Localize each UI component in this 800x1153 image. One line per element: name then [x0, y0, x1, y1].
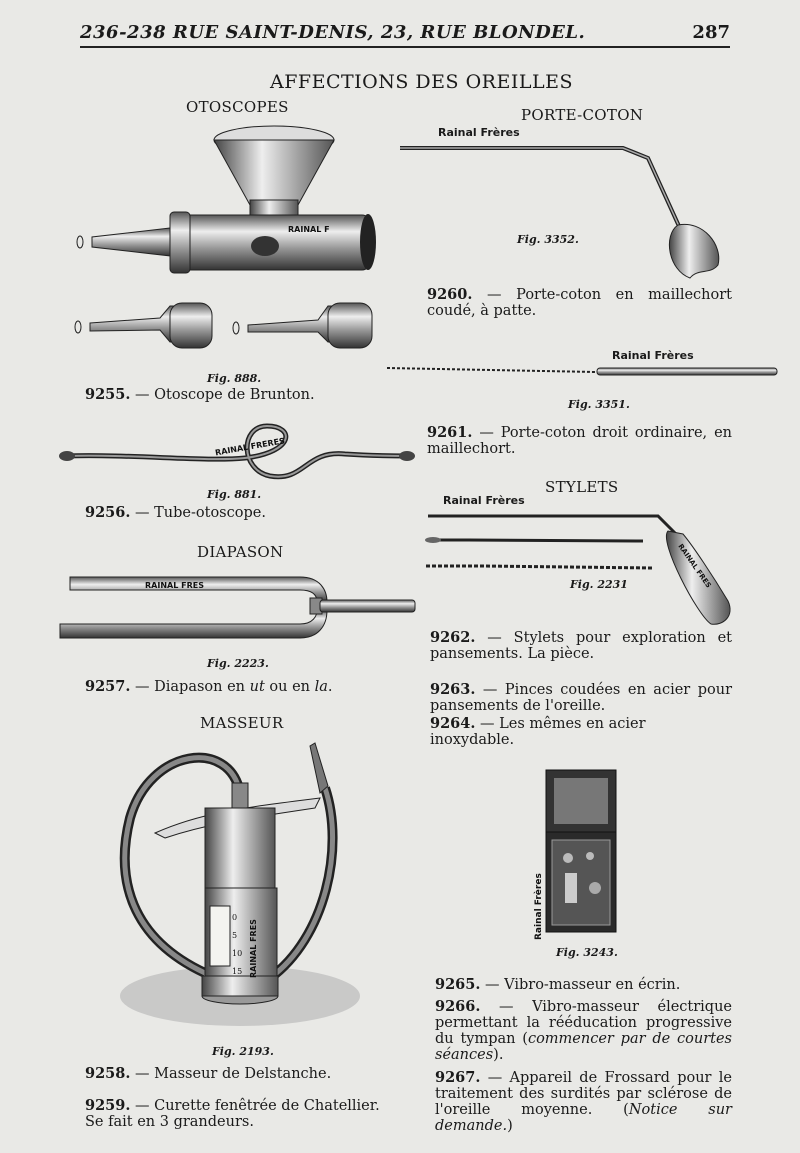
scale-tick-0: 0 [232, 913, 238, 922]
scale-tick-15: 15 [232, 967, 243, 976]
item-9262 [430, 630, 732, 662]
header-address: 236-238 RUE SAINT-DENIS, 23, RUE BLONDEL. [80, 22, 586, 43]
item-text: — Stylets pour exploration et pansements. La pièce. [430, 630, 732, 662]
figure-caption-3243: Fig. 3243. [556, 946, 618, 959]
item-text: — Vibro-masseur électrique permettant la rééducation progressive du tympan ( [435, 999, 733, 1047]
section-stylets: STYLETS [545, 478, 619, 496]
figure-caption-3352: Fig. 3352. [517, 233, 579, 246]
item-text: . [327, 679, 333, 695]
figure-caption-2231: Fig. 2231 [570, 578, 628, 591]
stylets-illustration [423, 506, 738, 631]
scale-tick-5: 5 [232, 931, 238, 940]
section-porte-coton: PORTE-COTON [521, 106, 644, 124]
item-number: 9259. [85, 1097, 131, 1114]
scale-tick-10: 10 [232, 949, 243, 958]
section-diapason: DIAPASON [197, 543, 284, 561]
item-text: ou en [264, 679, 315, 695]
item-9256 [85, 505, 385, 521]
item-text: — Diapason en [135, 679, 250, 695]
tube-engraving: RAINAL FRERES [214, 436, 286, 458]
otoscope-illustration [70, 120, 390, 370]
tuning-fork-illustration [55, 572, 420, 647]
item-9258 [85, 1066, 385, 1082]
brand-label-2231: Rainal Frères [443, 494, 525, 507]
item-text: — Pinces coudées en acier pour pansements de l'oreille. [430, 682, 733, 714]
running-header [80, 22, 730, 48]
item-number: 9264. [430, 715, 476, 732]
item-number: 9261. [427, 424, 473, 441]
item-text: — Les mêmes en acier inoxydable. [430, 716, 646, 748]
section-otoscopes: OTOSCOPES [186, 98, 289, 116]
item-text: — Curette fenêtrée de Chatellier. Se fait en 3 grandeurs. [85, 1098, 380, 1130]
brand-label-3351: Rainal Frères [612, 349, 694, 362]
item-text-emphasis: Notice sur demande. [435, 1102, 732, 1134]
section-masseur: MASSEUR [200, 714, 284, 732]
item-number: 9255. [85, 386, 131, 403]
item-text: ) [507, 1118, 513, 1134]
item-9267 [435, 1070, 732, 1134]
figure-caption-2193: Fig. 2193. [212, 1045, 274, 1058]
item-9261 [427, 425, 732, 457]
item-9266 [435, 999, 732, 1063]
item-text: ). [493, 1047, 504, 1063]
item-text: — Otoscope de Brunton. [135, 387, 315, 403]
straight-cotton-holder-illustration [385, 362, 780, 382]
item-number: 9260. [427, 286, 473, 303]
page-title: AFFECTIONS DES OREILLES [270, 71, 573, 93]
item-text: — Tube-otoscope. [135, 505, 266, 521]
item-number: 9266. [435, 998, 481, 1015]
item-9264 [430, 716, 732, 748]
item-9265 [435, 977, 735, 993]
item-text: — Vibro-masseur en écrin. [485, 977, 681, 993]
item-number: 9262. [430, 629, 476, 646]
otoscope-engraving: RAINAL F [288, 225, 330, 234]
page-number: 287 [692, 22, 730, 43]
figure-caption-888: Fig. 888. [207, 372, 262, 385]
box-brand-label: Rainal Frères [534, 873, 544, 940]
item-text: — Masseur de Delstanche. [135, 1066, 332, 1082]
tube-otoscope-illustration [55, 420, 415, 490]
item-number: 9258. [85, 1065, 131, 1082]
item-9255 [85, 387, 385, 403]
figure-caption-3351: Fig. 3351. [568, 398, 630, 411]
vibro-masseur-box-illustration [530, 768, 620, 943]
item-number: 9265. [435, 976, 481, 993]
item-9259 [85, 1098, 393, 1130]
bent-cotton-holder-illustration [398, 140, 728, 285]
item-9263 [430, 682, 732, 714]
item-text: — Appareil de Frossard pour le traitement des surdités par sclérose de l'oreille moyenne. ( [435, 1070, 733, 1118]
brand-label-3352: Rainal Frères [438, 126, 520, 139]
figure-caption-2223: Fig. 2223. [207, 657, 269, 670]
stylet-engraving: RAINAL FRES [676, 542, 713, 590]
item-text-emphasis: la [314, 679, 328, 695]
masseur-illustration [110, 738, 370, 1038]
item-text: — Porte-coton droit ordinaire, en maillechort. [427, 425, 732, 457]
item-text-emphasis: commencer par de courtes séances [435, 1031, 733, 1063]
item-text: — Porte-coton en maillechort coudé, à patte. [427, 287, 733, 319]
item-9260 [427, 287, 732, 319]
item-number: 9256. [85, 504, 131, 521]
item-9257 [85, 679, 385, 695]
item-number: 9267. [435, 1069, 481, 1086]
item-number: 9257. [85, 678, 131, 695]
item-number: 9263. [430, 681, 476, 698]
masseur-engraving: RAINAL FRES [249, 919, 258, 978]
fork-engraving: RAINAL FRES [145, 581, 204, 590]
figure-caption-881: Fig. 881. [207, 488, 262, 501]
item-text-emphasis: ut [249, 679, 265, 695]
